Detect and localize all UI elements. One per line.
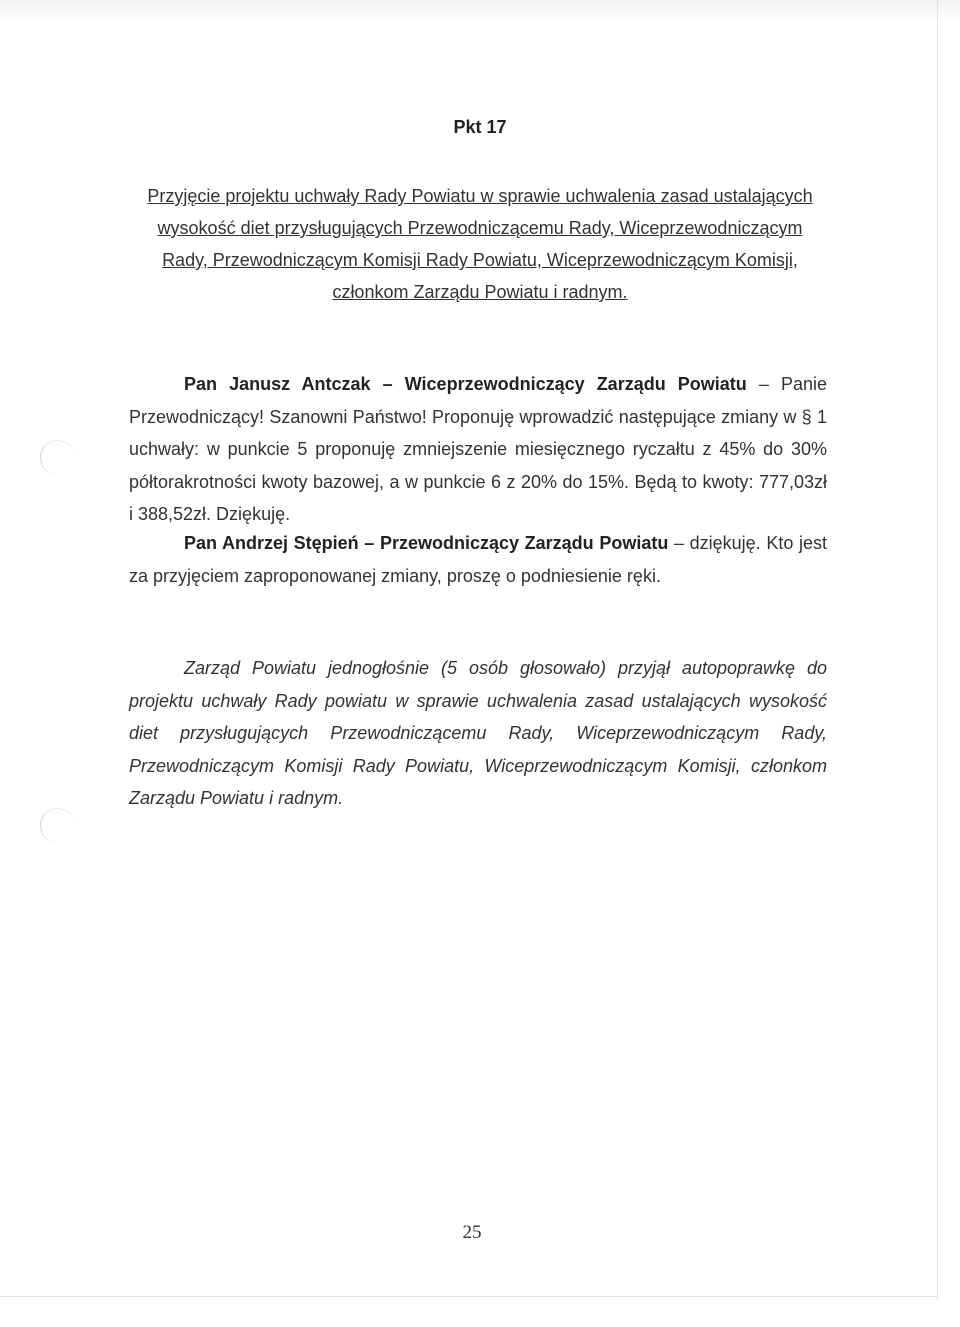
agenda-subject <box>120 180 840 308</box>
subject-line: wysokość diet przysługujących Przewodniczącemu Rady, Wiceprzewodniczącym <box>157 218 803 238</box>
scan-edge-right <box>937 0 938 1300</box>
statement-text: – Panie Przewodniczący! Szanowni Państwo! Proponuję wprowadzić następujące zmiany w § 1 uchwały: w punkcie 5 proponuję zmniejszenie miesięcznego ryczałtu z 45% do 30% półtorakrotności kwoty bazowej, a w punkcie 6 z 20% do 15%. Będą to kwoty: 777,03zł i 388,52zł. Dziękuję. <box>129 374 827 524</box>
subject-line: Przyjęcie projektu uchwały Rady Powiatu w sprawie uchwalenia zasad ustalających <box>147 186 813 206</box>
section-title: Pkt 17 <box>453 117 507 137</box>
speaker-name: Pan Janusz Antczak – Wiceprzewodniczący Zarządu Powiatu <box>184 374 747 394</box>
scan-edge-bottom <box>0 1296 938 1297</box>
subject-line: Rady, Przewodniczącym Komisji Rady Powiatu, Wiceprzewodniczącym Komisji, <box>162 250 798 270</box>
punch-hole-mark-bottom <box>40 808 75 843</box>
punch-hole-mark-top <box>40 440 75 475</box>
resolution-note: Zarząd Powiatu jednogłośnie (5 osób głosowało) przyjął autopoprawkę do projektu uchwały Rady powiatu w sprawie uchwalenia zasad ustalających wysokość diet przysługujących Przewodniczącemu Rady, Wiceprzewodniczącym Rady, Przewodniczącym Komisji Rady Powiatu, Wiceprzewodniczącym Komisji, członkom Zarządu Powiatu i radnym. <box>129 658 827 808</box>
statement-antczak <box>129 368 827 531</box>
subject-line: członkom Zarządu Powiatu i radnym. <box>332 282 628 302</box>
statement-text: – dziękuję. Kto jest za przyjęciem zaproponowanej zmiany, proszę o podniesienie ręki. <box>129 533 827 586</box>
speaker-name: Pan Andrzej Stępień – Przewodniczący Zarządu Powiatu <box>184 533 669 553</box>
page-number: 25 <box>462 1222 482 1243</box>
scan-edge-top <box>0 0 960 22</box>
statement-stepien <box>129 527 827 592</box>
